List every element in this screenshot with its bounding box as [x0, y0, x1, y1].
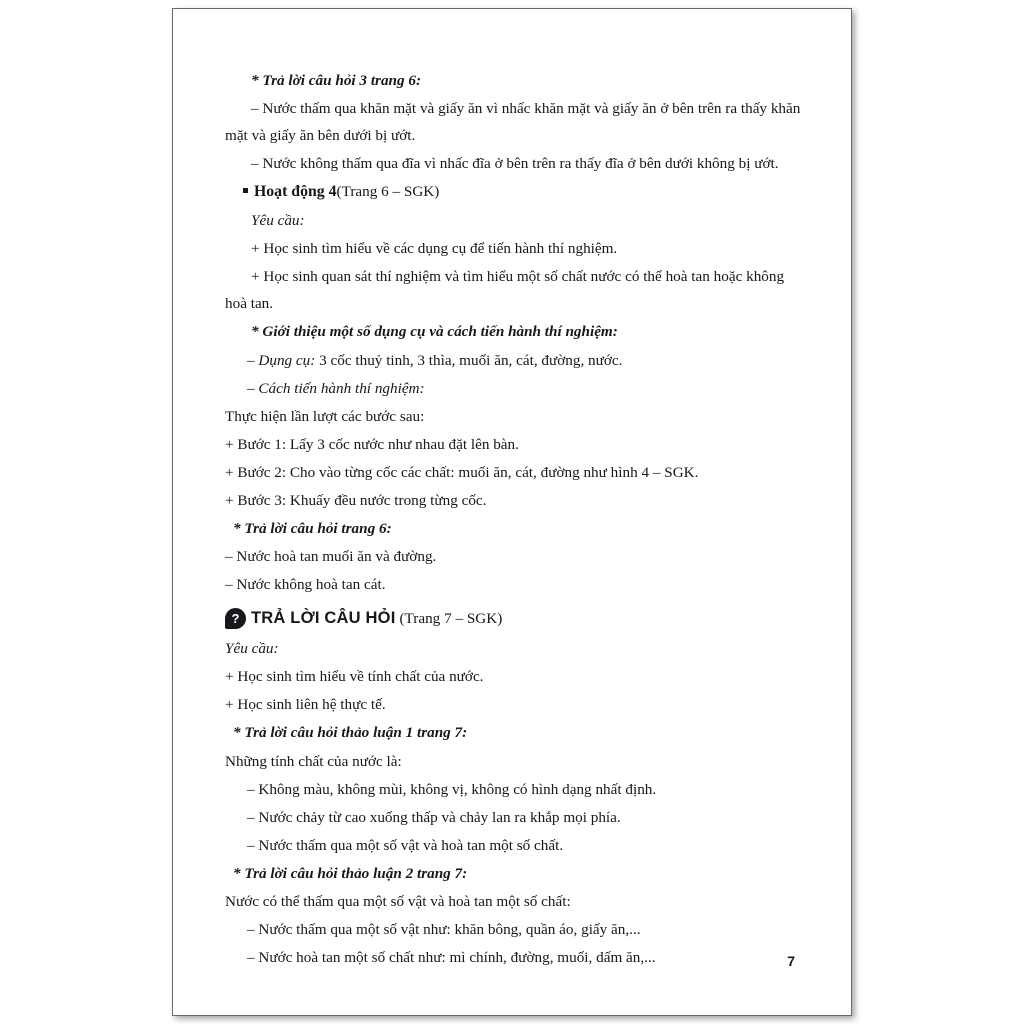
activity-4-sub: (Trang 6 – SGK): [336, 183, 440, 201]
requirement-1-item-1: + Học sinh tìm hiểu về các dụng cụ để tiến hành thí nghiệm.: [251, 240, 618, 258]
apparatus-line: [225, 347, 805, 374]
qa-section-sub: (Trang 7 – SGK): [399, 610, 503, 628]
discussion-2-item-2: – Nước hoà tan một số chất như: mì chính, đường, muối, dấm ăn,...: [247, 948, 656, 966]
procedure-step-1: + Bước 1: Lấy 3 cốc nước như nhau đặt lên bàn.: [225, 435, 519, 453]
discussion-1-item-2: – Nước chảy từ cao xuống thấp và chảy lan ra khắp mọi phía.: [247, 808, 621, 826]
answer-q3-item-2: – Nước không thấm qua đĩa vì nhấc đĩa ở bên trên ra thấy đĩa ở bên dưới không bị ướt.: [251, 155, 779, 173]
answer-page6-item-2: – Nước không hoà tan cát.: [225, 575, 386, 593]
question-mark-icon: ?: [225, 608, 246, 629]
requirement-1-item-2: + Học sinh quan sát thí nghiệm và tìm hiểu một số chất nước có thể hoà tan hoặc không hoà tan.: [225, 268, 785, 313]
page-content: [225, 67, 805, 972]
procedure-intro: Thực hiện lần lượt các bước sau:: [225, 407, 425, 425]
intro-apparatus-heading: * Giới thiệu một số dụng cụ và cách tiến hành thí nghiệm:: [251, 323, 618, 341]
requirement-2-item-2: + Học sinh liên hệ thực tế.: [225, 696, 386, 714]
discussion-1-item-1: – Không màu, không mùi, không vị, không có hình dạng nhất định.: [247, 780, 657, 798]
apparatus-list: 3 cốc thuỷ tinh, 3 thìa, muối ăn, cát, đường, nước.: [315, 351, 623, 369]
activity-4-title: Hoạt động 4: [254, 183, 337, 201]
answer-q3-heading: * Trả lời câu hỏi 3 trang 6:: [251, 72, 422, 89]
discussion-2-heading: * Trả lời câu hỏi thảo luận 2 trang 7:: [233, 864, 468, 882]
apparatus-label: – Dụng cụ:: [247, 351, 316, 369]
discussion-2-intro: Nước có thể thấm qua một số vật và hoà tan một số chất:: [225, 892, 571, 910]
answer-page6-heading: * Trả lời câu hỏi trang 6:: [233, 519, 392, 537]
book-page-sheet: [172, 8, 852, 1016]
discussion-1-item-3: – Nước thấm qua một số vật và hoà tan một số chất.: [247, 836, 564, 854]
square-bullet-icon: [243, 188, 248, 193]
answer-q3-item-1: – Nước thấm qua khăn mặt và giấy ăn vì nhấc khăn mặt và giấy ăn ở bên trên ra thấy khăn mặt và giấy ăn bên dưới bị ướt.: [225, 100, 801, 145]
qa-section-heading: [225, 604, 805, 633]
discussion-2-item-1: – Nước thấm qua một số vật như: khăn bông, quần áo, giấy ăn,...: [247, 920, 641, 938]
procedure-step-2: + Bước 2: Cho vào từng cốc các chất: muối ăn, cát, đường như hình 4 – SGK.: [225, 463, 699, 481]
discussion-1-heading: * Trả lời câu hỏi thảo luận 1 trang 7:: [233, 724, 468, 742]
procedure-step-3: + Bước 3: Khuấy đều nước trong từng cốc.: [225, 491, 487, 509]
requirement-label-2: Yêu cầu:: [225, 640, 279, 658]
answer-page6-item-1: – Nước hoà tan muối ăn và đường.: [225, 547, 437, 565]
requirement-2-item-1: + Học sinh tìm hiểu về tính chất của nước.: [225, 668, 484, 686]
requirement-label-1: Yêu cầu:: [251, 212, 305, 230]
discussion-1-intro: Những tính chất của nước là:: [225, 752, 402, 770]
procedure-heading: – Cách tiến hành thí nghiệm:: [247, 379, 425, 397]
qa-section-title: TRẢ LỜI CÂU HỎI: [251, 608, 396, 627]
activity-4-heading: [225, 178, 805, 206]
page-number: 7: [787, 953, 795, 969]
